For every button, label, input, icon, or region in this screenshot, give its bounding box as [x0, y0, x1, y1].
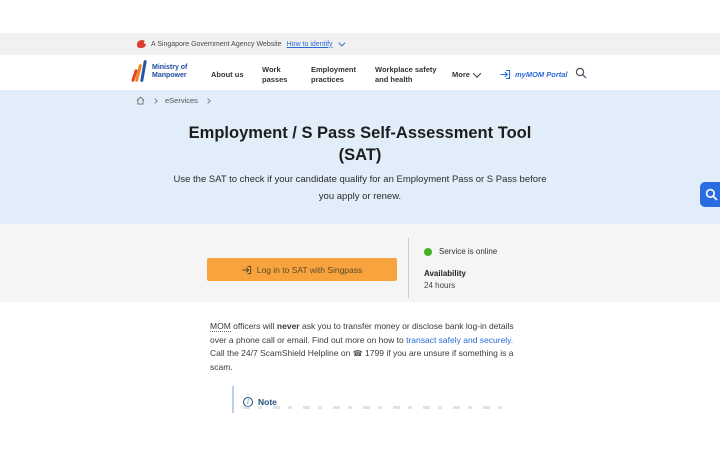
nav-about-us[interactable]: About us — [211, 70, 244, 79]
search-icon — [705, 188, 718, 201]
service-panel — [0, 224, 720, 302]
nav-work-passes[interactable]: Work passes — [262, 65, 288, 84]
page-title: Employment / S Pass Self-Assessment Tool (SAT) — [188, 124, 532, 164]
service-status — [424, 247, 497, 256]
search-icon[interactable] — [575, 67, 587, 79]
service-status-text: Service is online — [439, 247, 498, 256]
transact-safely-link[interactable]: transact safely and securely. — [406, 334, 514, 345]
vertical-divider — [408, 238, 409, 298]
breadcrumb — [136, 96, 210, 105]
gov-banner-text: A Singapore Government Agency Website — [151, 40, 282, 48]
floating-search-button[interactable] — [700, 182, 720, 207]
mom-logo-text: Ministry of Manpower — [152, 64, 188, 79]
breadcrumb-eservices[interactable]: eServices — [165, 96, 198, 105]
login-box-arrow-icon — [500, 69, 511, 80]
hero-section — [0, 90, 720, 224]
breadcrumb-chevron-icon — [152, 98, 158, 104]
chevron-down-icon — [473, 69, 481, 77]
nav-employment-practices[interactable]: Employment practices — [311, 65, 357, 84]
page-subtitle: Use the SAT to check if your candidate qualify for an Employment Pass or S Pass before you apply or renew. — [173, 174, 547, 202]
note-label: Note — [258, 397, 277, 407]
nav-workplace-safety[interactable]: Workplace safety and health — [375, 65, 437, 84]
helpline-number: 1799 — [365, 348, 384, 358]
clipped-text-remnant — [243, 406, 509, 409]
mom-logo[interactable] — [133, 60, 187, 84]
info-icon: i — [243, 397, 253, 407]
login-box-arrow-icon — [242, 265, 252, 275]
scam-advisory: MOM officers will never ask you to transfer money or disclose bank log-in details over a phone call or email. Find out more on how to transact safely and securely. Call the 24/7 ScamShield Helpline on ☎ 1799 if you are unsure if something is a scam. — [210, 321, 514, 372]
sg-lion-icon — [137, 40, 146, 48]
singpass-login-button[interactable]: Log in to SAT with Singpass — [207, 258, 397, 281]
chevron-down-icon — [338, 39, 345, 46]
home-icon[interactable] — [136, 96, 145, 105]
phone-icon: ☎ — [352, 349, 363, 358]
availability-value: 24 hours — [424, 281, 456, 290]
nav-more[interactable]: More — [452, 70, 480, 80]
status-online-dot-icon — [424, 248, 432, 256]
gov-banner — [0, 33, 720, 55]
mymom-portal-link[interactable]: myMOM Portal — [500, 69, 568, 80]
mom-logo-icon — [133, 60, 148, 84]
site-header — [0, 55, 720, 90]
breadcrumb-chevron-icon — [205, 98, 211, 104]
availability-label: Availability — [424, 269, 466, 278]
mom-abbr: MOM — [210, 321, 231, 331]
how-to-identify-link[interactable]: How to identify — [286, 40, 333, 48]
